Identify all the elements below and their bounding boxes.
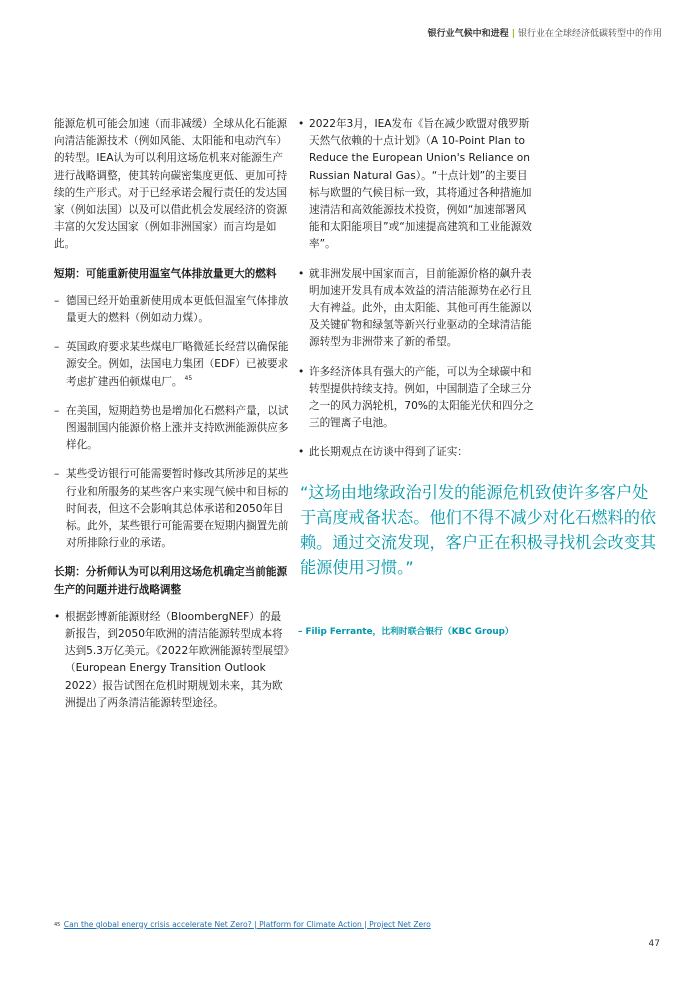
page-number: 47 — [648, 939, 660, 949]
list-item: – 某些受访银行可能需要暂时修改其所涉足的某些行业和所服务的某些客户来实现气候中和目标的时间表，但这不会影响其总体承诺和2050年目标。此外，某些银行可能需要在短期内搁置先前对所排除行业的承诺。 — [54, 468, 289, 550]
short-term-heading: 短期：可能重新使用温室气体排放量更大的燃料 — [54, 267, 277, 280]
list-item: – 在美国，短期趋势也是增加化石燃料产量，以试图遏制国内能源价格上涨并支持欧洲能源供应多样化。 — [54, 404, 289, 452]
footnote-link[interactable]: Can the global energy crisis accelerate Net Zero? | Platform for Climate Action | Project Net Zero — [63, 920, 431, 929]
header-subtitle: 银行业在全球经济低碳转型中的作用 — [517, 29, 662, 39]
list-item: • 就非洲发展中国家而言，目前能源价格的飙升表明加速开发具有成本效益的清洁能源势在必行且大有裨益。此外，由太阳能、其他可再生能源以及关键矿物和绿氢等新兴行业驱动的全球清洁能源转型为非洲带来了新的希望。 — [298, 267, 532, 349]
list-item: – 英国政府要求某些煤电厂略微延长经营以确保能源安全。例如，法国电力集团（EDF）已被要求考虑扩建西伯顿煤电厂。 $^{45}$ — [54, 341, 289, 388]
header-title: 银行业气候中和进程 — [427, 29, 509, 39]
list-item: • 许多经济体具有强大的产能，可以为全球碳中和转型提供持续支持。例如，中国制造了全球三分之一的风力涡轮机，70%的太阳能光伏和四分之三的锂离子电池。 — [298, 365, 534, 430]
header-separator: | — [511, 29, 515, 39]
quote-attribution: – Filip Ferrante，比利时联合银行（KBC Group） — [298, 626, 514, 637]
intro-paragraph: 能源危机可能会加速（而非减缓）全球从化石能源向清洁能源技术（例如风能、太阳能和电动汽车）的转型。IEA认为可以利用这场危机来对能源生产进行战略调整，使其转向碳密集度更低、更加可持续的生产形式。对于已经承诺会履行责任的发达国家（例如法国）以及可以借此机会发展经济的资源丰富的欠发达国家（例如非洲国家）而言均是如此。 — [54, 118, 288, 251]
pull-quote: “这场由地缘政治引发的能源危机致使许多客户处于高度戒备状态。他们不得不减少对化石燃料的依赖。通过交流发现，客户正在积极寻找机会改变其能源使用习惯。” — [300, 482, 657, 577]
footnote — [54, 920, 431, 930]
list-item: • 2022年3月，IEA发布《旨在减少欧盟对俄罗斯天然气依赖的十点计划》（A 10-Point Plan to Reduce the European Union's Reliance on Russian Natural Gas）。“十点计划”的主要目标与欧盟的气候目标一致，其将通过各种措施加速清洁和高效能源技术投资，例如“加速部署风能和太阳能项目”或“加速提高建筑和工业能源效率”。 — [298, 118, 532, 251]
footnote-number: 45 — [54, 922, 61, 928]
footnote-reference[interactable]: 45 — [184, 374, 193, 382]
list-item: – 德国已经开始重新使用成本更低但温室气体排放量更大的燃料（例如动力煤）。 — [54, 294, 289, 325]
list-item: • 根据彭博新能源财经（BloombergNEF）的最新报告，到2050年欧洲的清洁能源转型成本将达到5.3万亿美元。《2022年欧洲能源转型展望》（European Energy Transition Outlook 2022）报告试图在危机时期规划未来，其为欧洲提出了两条清洁能源转型途径。 — [54, 610, 289, 709]
long-term-heading: 长期：分析师认为可以利用这场危机确定当前能源生产的问题并进行战略调整 — [54, 566, 288, 596]
running-header — [428, 26, 662, 39]
left-column — [54, 116, 290, 724]
right-column — [298, 116, 657, 641]
list-item: • 此长期观点在访谈中得到了证实： — [298, 446, 468, 459]
